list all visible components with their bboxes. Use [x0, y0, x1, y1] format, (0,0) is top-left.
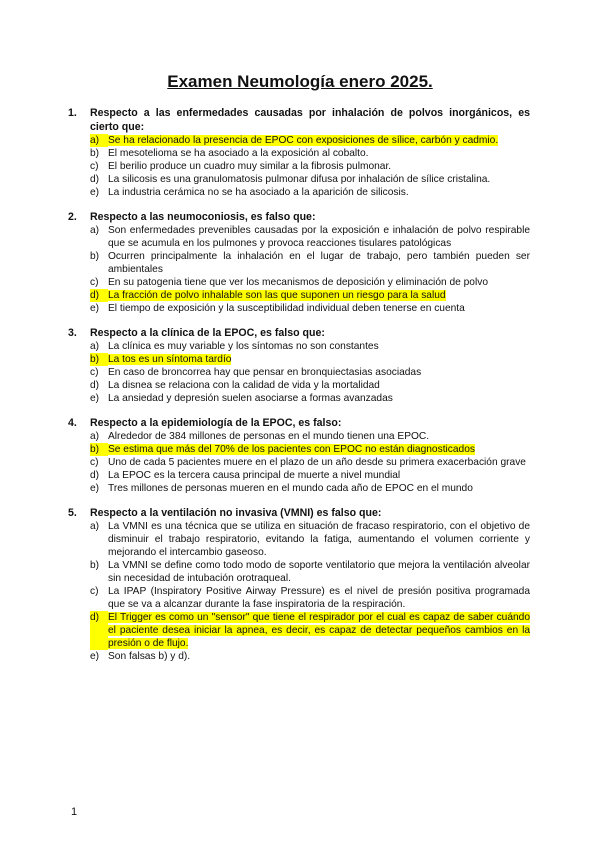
option [90, 186, 530, 199]
page-number: 1 [71, 806, 78, 818]
option-letter: d) [90, 174, 100, 185]
option [90, 276, 530, 289]
option-list [90, 430, 530, 495]
option-letter: d) [90, 380, 100, 391]
option-text: El mesotelioma se ha asociado a la exposición al cobalto. [108, 148, 369, 159]
option-text: Alrededor de 384 millones de personas en el mundo tienen una EPOC. [108, 431, 430, 442]
option-text: Son falsas b) y d). [108, 651, 191, 662]
question-heading [68, 106, 530, 134]
question-number: 3. [68, 327, 77, 339]
option [90, 379, 530, 392]
question-1 [68, 106, 530, 199]
option-text-wrap [108, 456, 530, 469]
option-text: La VMNI es una técnica que se utiliza en situación de fracaso respiratorio, con el objetivo de disminuir el trabajo respiratorio, evitando la fatiga, aumentando el volumen corriente y mejorando el intercambio gaseoso. [108, 521, 530, 558]
option-text: La tos es un síntoma tardío [108, 354, 232, 365]
option-text-wrap [108, 585, 530, 611]
option-text-wrap [108, 379, 530, 392]
option [90, 585, 530, 611]
question-number: 4. [68, 417, 77, 429]
option-text: El berilio produce un cuadro muy similar a la fibrosis pulmonar. [108, 161, 392, 172]
option-letter: e) [90, 303, 100, 314]
option-highlighted [90, 611, 530, 650]
option-letter: a) [90, 341, 100, 352]
option [90, 366, 530, 379]
question-number: 5. [68, 507, 77, 519]
question-text: Respecto a las enfermedades causadas por inhalación de polvos inorgánicos, es cierto que: [90, 107, 530, 133]
option-text: En caso de broncorrea hay que pensar en bronquiectasias asociadas [108, 367, 422, 378]
option-letter: a) [90, 134, 108, 147]
option [90, 456, 530, 469]
option [90, 520, 530, 559]
question-text: Respecto a las neumoconiosis, es falso que: [90, 211, 316, 223]
option-text-wrap [108, 134, 530, 147]
option-letter: e) [90, 483, 100, 494]
question-4 [68, 416, 530, 495]
option-text: El tiempo de exposición y la susceptibilidad individual deben tenerse en cuenta [108, 303, 465, 314]
option-letter: c) [90, 161, 99, 172]
option-letter: a) [90, 431, 100, 442]
option-text-wrap [108, 147, 530, 160]
option-letter: d) [90, 289, 108, 302]
option-text-wrap [108, 392, 530, 405]
option-letter: a) [90, 225, 100, 236]
option-text-wrap [108, 482, 530, 495]
option [90, 224, 530, 250]
question-number: 1. [68, 107, 77, 119]
option-text: Son enfermedades prevenibles causadas por la exposición e inhalación de polvo respirable que se acumula en los pulmones y provoca reacciones tisulares patológicas [108, 225, 530, 249]
option-text: La disnea se relaciona con la calidad de vida y la mortalidad [108, 380, 380, 391]
option [90, 559, 530, 585]
question-3 [68, 326, 530, 405]
option-text-wrap [108, 173, 530, 186]
option-text: Se ha relacionado la presencia de EPOC con exposiciones de sílice, carbón y cadmio. [108, 135, 499, 146]
option-text: La silicosis es una granulomatosis pulmonar difusa por inhalación de sílice cristalina. [108, 174, 491, 185]
option-letter: b) [90, 251, 100, 262]
option-highlighted [90, 443, 530, 456]
option [90, 302, 530, 315]
option [90, 392, 530, 405]
question-5 [68, 506, 530, 663]
option-list [90, 134, 530, 199]
option [90, 650, 530, 663]
option-text-wrap [108, 160, 530, 173]
exam-title: Examen Neumología enero 2025. [167, 72, 433, 91]
question-text: Respecto a la epidemiología de la EPOC, es falso: [90, 417, 342, 429]
option [90, 147, 530, 160]
option-text-wrap [108, 559, 530, 585]
option-list [90, 520, 530, 663]
option-text: La clínica es muy variable y los síntomas no son constantes [108, 341, 379, 352]
option-text: La industria cerámica no se ha asociado a la aparición de silicosis. [108, 187, 409, 198]
question-list [68, 106, 530, 674]
option-text-wrap [108, 430, 530, 443]
question-number: 2. [68, 211, 77, 223]
option-text: En su patogenia tiene que ver los mecanismos de deposición y eliminación de polvo [108, 277, 488, 288]
option-text: El Trigger es como un "sensor" que tiene el respirador por el cual es capaz de saber cuándo el paciente desea iniciar la apnea, es decir, es capaz de detectar pequeños cambios en la presión o de flujo. [108, 612, 530, 649]
option-text-wrap [108, 289, 530, 302]
option-text-wrap [108, 366, 530, 379]
option-text-wrap [108, 224, 530, 250]
option-text-wrap [108, 469, 530, 482]
option-text: Uno de cada 5 pacientes muere en el plazo de un año desde su primera exacerbación grave [108, 457, 526, 468]
option-highlighted [90, 289, 530, 302]
option-text: Tres millones de personas mueren en el mundo cada año de EPOC en el mundo [108, 483, 473, 494]
option-text: La fracción de polvo inhalable son las que suponen un riesgo para la salud [108, 290, 446, 301]
option-letter: e) [90, 393, 100, 404]
option-text: La ansiedad y depresión suelen asociarse a formas avanzadas [108, 393, 393, 404]
option [90, 469, 530, 482]
option-text-wrap [108, 650, 530, 663]
option-text: La VMNI se define como todo modo de soporte ventilatorio que mejora la ventilación alveolar sin necesidad de intubación orotraqueal. [108, 560, 530, 584]
option-text-wrap [108, 353, 530, 366]
option-letter: e) [90, 187, 100, 198]
option-text-wrap [108, 186, 530, 199]
option-text-wrap [108, 302, 530, 315]
option-letter: c) [90, 586, 99, 597]
question-heading [68, 506, 530, 520]
question-text: Respecto a la clínica de la EPOC, es falso que: [90, 327, 325, 339]
option-letter: c) [90, 277, 99, 288]
option-text-wrap [108, 250, 530, 276]
option [90, 250, 530, 276]
option-text-wrap [108, 443, 530, 456]
option [90, 430, 530, 443]
question-heading [68, 326, 530, 340]
option-text: Se estima que más del 70% de los pacientes con EPOC no están diagnosticados [108, 444, 475, 455]
option-text: La IPAP (Inspiratory Positive Airway Pressure) es el nivel de presión positiva programada que se va a alcanzar durante la fase inspiratoria de la respiración. [108, 586, 530, 610]
option [90, 482, 530, 495]
option [90, 160, 530, 173]
option-letter: c) [90, 367, 99, 378]
option-text-wrap [108, 611, 530, 650]
option-letter: b) [90, 560, 100, 571]
option-letter: b) [90, 148, 100, 159]
option-text: Ocurren principalmente la inhalación en el lugar de trabajo, pero también pueden ser ambientales [108, 251, 530, 275]
option-letter: d) [90, 611, 108, 650]
option-letter: d) [90, 470, 100, 481]
option [90, 340, 530, 353]
option-text-wrap [108, 340, 530, 353]
option-list [90, 224, 530, 315]
option-letter: e) [90, 651, 100, 662]
option-letter: c) [90, 457, 99, 468]
option-highlighted [90, 134, 530, 147]
option-list [90, 340, 530, 405]
option-highlighted [90, 353, 530, 366]
option [90, 173, 530, 186]
option-letter: b) [90, 443, 108, 456]
option-text-wrap [108, 520, 530, 559]
question-text: Respecto a la ventilación no invasiva (VMNI) es falso que: [90, 507, 382, 519]
option-text: La EPOC es la tercera causa principal de muerte a nivel mundial [108, 470, 401, 481]
option-letter: b) [90, 353, 108, 366]
option-letter: a) [90, 521, 100, 532]
option-text-wrap [108, 276, 530, 289]
question-heading [68, 210, 530, 224]
question-heading [68, 416, 530, 430]
question-2 [68, 210, 530, 315]
